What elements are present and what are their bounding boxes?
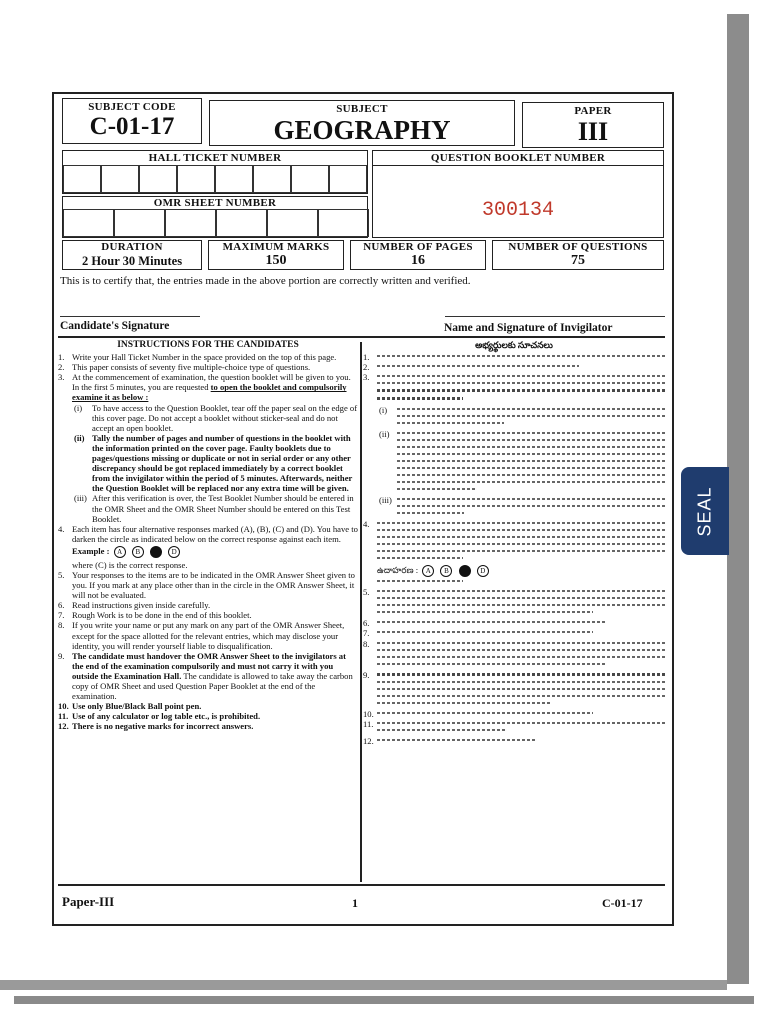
instructions-bottom-rule: [58, 884, 665, 886]
duration-value: 2 Hour 30 Minutes: [81, 254, 183, 268]
omr-sheet-cell[interactable]: [63, 209, 114, 237]
instructions-telugu: [363, 340, 665, 746]
paper-label: PAPER: [574, 105, 612, 117]
next-page-edge: [14, 996, 754, 1032]
max-marks-box: [208, 240, 344, 270]
omr-sheet-cell[interactable]: [165, 209, 216, 237]
instruction-item: 5. Your responses to the items are to be indicated in the OMR Answer Sheet given to you. If you mark at any place other than in the circle in the OMR Answer Sheet, it will not be evaluated.: [58, 570, 355, 601]
hall-ticket-label: HALL TICKET NUMBER: [148, 152, 282, 164]
instruction-subitem: (ii) Tally the number of pages and number of questions in the booklet with the information printed on the cover page. Faulty booklets due to pages/questions missing or duplicate or not in serial order or any other discrepancy should be got replaced immediately by a correct booklet from the invigilator within the period of 5 minutes. Afterwards, neither the Question Booklet will be replaced nor any extra time will be given.: [74, 432, 353, 494]
num-pages-box: [350, 240, 486, 270]
candidate-signature-line: [60, 316, 200, 317]
omr-sheet-cell[interactable]: [216, 209, 267, 237]
omr-sheet-label: OMR SHEET NUMBER: [153, 197, 277, 209]
booklet-number-value: 300134: [481, 199, 554, 222]
option-d-bubble: D: [168, 546, 180, 558]
booklet-number-label: QUESTION BOOKLET NUMBER: [430, 152, 606, 164]
paper-box: [522, 102, 664, 148]
booklet-number-box: [372, 150, 664, 238]
page-edge-shadow: [727, 14, 749, 984]
seal-label: SEAL: [694, 485, 715, 537]
telugu-option-c-bubble-filled: [459, 565, 471, 577]
footer-page-number: 1: [352, 896, 358, 910]
subject-code-box: [62, 98, 202, 144]
telugu-title: అభ్యర్థులకు సూచనలు: [475, 340, 553, 350]
hall-ticket-box: [62, 150, 368, 194]
example-note: where (C) is the correct response.: [72, 559, 188, 570]
telugu-item: 4.: [363, 519, 665, 564]
duration-box: [62, 240, 202, 270]
num-questions-box: [492, 240, 664, 270]
telugu-item: 12.: [363, 736, 665, 746]
hall-ticket-cell[interactable]: [329, 165, 367, 193]
telugu-item: 8.: [363, 639, 665, 670]
hall-ticket-cell[interactable]: [253, 165, 291, 193]
invigilator-signature-label: Name and Signature of Invigilator: [444, 322, 613, 334]
telugu-item: 2.: [363, 362, 665, 372]
instruction-item: 12. There is no negative marks for incorrect answers.: [58, 721, 254, 732]
subject-code-label: SUBJECT CODE: [88, 101, 176, 113]
seal-sticker[interactable]: [681, 467, 729, 555]
footer-paper: Paper-III: [62, 894, 115, 909]
telugu-subitem: (i): [363, 405, 665, 429]
telugu-subitem: (ii): [363, 429, 665, 495]
instruction-subitem: (i) To have access to the Question Booklet, tear off the paper seal on the edge of this cover page. Do not accept a booklet without sticker-seal and do not accept an open booklet.: [74, 402, 358, 433]
invigilator-signature-line: [445, 316, 665, 317]
omr-sheet-grid: [63, 209, 369, 237]
instructions-title: INSTRUCTIONS FOR THE CANDIDATES: [117, 340, 299, 350]
certification-text: This is to certify that, the entries made in the above portion are correctly written and verified.: [60, 275, 471, 287]
telugu-example-row: ఉదాహరణ : A B D: [363, 565, 665, 577]
paper-value: III: [577, 117, 609, 146]
telugu-option-b-bubble: B: [440, 565, 452, 577]
subject-code-value: C-01-17: [89, 113, 175, 140]
omr-sheet-box: [62, 196, 368, 238]
telugu-item: 11.: [363, 719, 665, 736]
hall-ticket-cell[interactable]: [215, 165, 253, 193]
instruction-item: 7. Rough Work is to be done in the end of this booklet.: [58, 610, 252, 621]
option-c-bubble-filled: [150, 546, 162, 558]
instructions-english: [58, 340, 358, 732]
instruction-item: 1. Write your Hall Ticket Number in the space provided on the top of this page.: [58, 352, 337, 363]
instruction-item: 6. Read instructions given inside carefully.: [58, 600, 211, 611]
omr-sheet-cell[interactable]: [267, 209, 318, 237]
instruction-item: 10. Use only Blue/Black Ball point pen.: [58, 701, 202, 712]
instruction-item: 9. The candidate must handover the OMR Answer Sheet to the invigilators at the end of the examination compulsorily and must not carry it with you outside the Examination Hall. The candidate is allowed to take away the carbon copy of OMR Sheet and used Question Paper Booklet at the end of the examination.: [58, 650, 353, 702]
max-marks-value: 150: [265, 253, 287, 268]
hall-ticket-cell[interactable]: [139, 165, 177, 193]
telugu-subitem: (iii): [363, 495, 665, 519]
telugu-item: 9.: [363, 670, 665, 709]
instruction-item: 8. If you write your name or put any mark on any part of the OMR Answer Sheet, except for the space allotted for the relevant entries, which may disclose your identity, you will render yourself liable to disqualification.: [58, 620, 345, 651]
max-marks-label: MAXIMUM MARKS: [222, 241, 330, 253]
telugu-item: 1.: [363, 352, 665, 362]
option-a-bubble: A: [114, 546, 126, 558]
hall-ticket-cell[interactable]: [291, 165, 329, 193]
hall-ticket-cell[interactable]: [101, 165, 139, 193]
num-questions-label: NUMBER OF QUESTIONS: [508, 241, 648, 253]
option-b-bubble: B: [132, 546, 144, 558]
telugu-item: 10.: [363, 709, 665, 719]
omr-sheet-cell[interactable]: [318, 209, 369, 237]
hall-ticket-grid: [63, 165, 367, 193]
telugu-item: 6.: [363, 618, 665, 628]
num-pages-label: NUMBER OF PAGES: [363, 241, 473, 253]
telugu-option-a-bubble: A: [422, 565, 434, 577]
instructions-top-rule: [58, 336, 665, 338]
telugu-item: 3.: [363, 372, 665, 405]
hall-ticket-cell[interactable]: [63, 165, 101, 193]
footer-code: C-01-17: [602, 896, 643, 910]
column-divider: [360, 342, 362, 882]
num-questions-value: 75: [571, 253, 585, 268]
instruction-item: 11. Use of any calculator or log table etc., is prohibited.: [58, 711, 261, 722]
telugu-item: 5.: [363, 587, 665, 618]
duration-label: DURATION: [101, 241, 163, 253]
instruction-subitem: (iii) After this verification is over, the Test Booklet Number should be entered in the OMR Sheet and the OMR Sheet Number should be entered on this Test Booklet.: [74, 493, 354, 524]
booklet-divider: [373, 165, 663, 166]
omr-sheet-cell[interactable]: [114, 209, 165, 237]
subject-box: [209, 100, 515, 146]
example-row: Example : A B D: [58, 546, 358, 558]
num-pages-value: 16: [411, 253, 425, 268]
hall-ticket-cell[interactable]: [177, 165, 215, 193]
candidate-signature-label: Candidate's Signature: [60, 320, 170, 332]
instruction-item: 3. At the commencement of examination, the question booklet will be given to you. In the first 5 minutes, you are requested to open the booklet and compulsorily examine it as below :: [58, 372, 351, 403]
instruction-item: 4. Each item has four alternative responses marked (A), (B), (C) and (D). You have to darken the circle as indicated below on the correct response against each item.: [58, 523, 358, 544]
subject-label: SUBJECT: [336, 103, 388, 115]
instruction-item: 2. This paper consists of seventy five multiple-choice type of questions.: [58, 362, 311, 373]
telugu-option-d-bubble: D: [477, 565, 489, 577]
telugu-item: 7.: [363, 628, 665, 638]
subject-value: GEOGRAPHY: [273, 115, 451, 145]
